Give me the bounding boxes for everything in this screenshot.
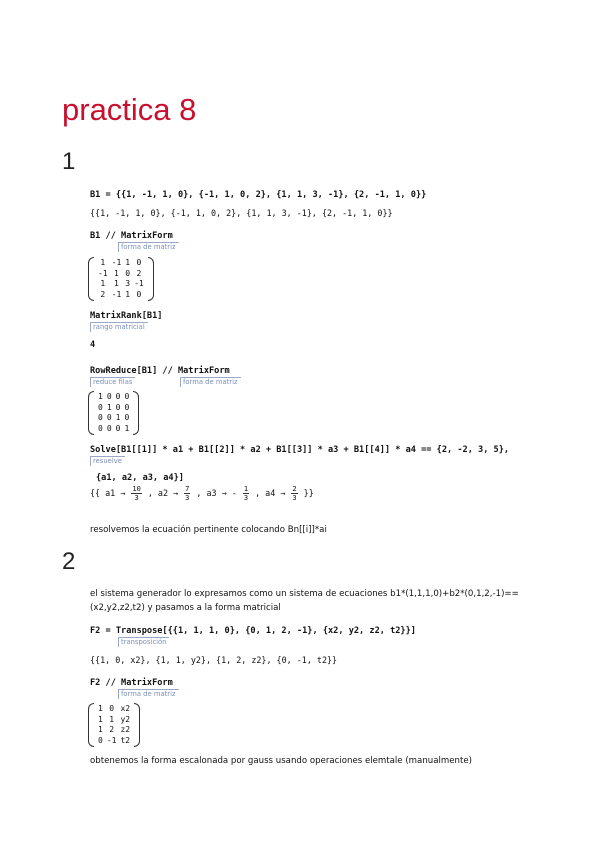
matrix-b1 [88, 257, 154, 301]
matrix-cell: 1 [106, 402, 112, 412]
input-b1-definition[interactable]: B1 = {{1, -1, 1, 0}, {-1, 1, 0, 2}, {1, 1, 3, -1}, {2, -1, 1, 0}} [90, 190, 427, 200]
note-section-1: resolvemos la ecuación pertinente colocando Bn[[i]]*ai [90, 525, 327, 535]
matrix-cell: 1 [109, 714, 115, 724]
hint-rank: rango matricial [90, 322, 148, 332]
sol-open: {{ [90, 488, 101, 498]
input-f2-transpose[interactable]: F2 = Transpose[{{1, 1, 1, 0}, {0, 1, 2, -1}, {x2, y2, z2, t2}}] [90, 626, 416, 636]
frac-num: 2 [292, 485, 297, 493]
matrix-cell: 0 [109, 704, 115, 713]
sol-a4: , a4 → [255, 488, 286, 498]
sol-a1: a1 → [105, 488, 126, 498]
matrix-cell: 0 [98, 735, 103, 745]
matrix-cell: z2 [120, 725, 131, 734]
page-title: practica 8 [62, 92, 197, 127]
sol-a3: , a3 → - [196, 488, 237, 498]
matrix-cell: 0 [125, 268, 131, 278]
section-2-heading: 2 [62, 548, 76, 575]
matrix-cell: x2 [120, 704, 131, 713]
matrix-cell: -1 [111, 258, 122, 267]
frac-num: 7 [185, 485, 190, 493]
matrix-cell: -1 [134, 279, 144, 288]
matrix-cell: t2 [120, 735, 131, 745]
right-paren [148, 257, 154, 301]
sol-a2: , a2 → [147, 488, 179, 498]
matrix-cell: 0 [124, 402, 130, 412]
matrix-f2-grid [94, 703, 134, 747]
note-section-2: obtenemos la forma escalonada por gauss usando operaciones elemtale (manualmente) [90, 756, 472, 766]
right-paren [134, 703, 140, 747]
output-f2-list: {{1, 0, x2}, {1, 1, y2}, {1, 2, z2}, {0, -1, t2}} [90, 655, 338, 665]
matrix-cell: 0 [115, 402, 121, 412]
matrix-cell: 0 [124, 392, 130, 401]
input-solve-line1[interactable]: Solve[B1[[1]] * a1 + B1[[2]] * a2 + B1[[3]] * a3 + B1[[4]] * a4 == {2, -2, 3, 5}, [90, 445, 510, 455]
matrix-cell: 1 [98, 714, 103, 724]
matrix-cell: 0 [98, 413, 103, 422]
matrix-cell: 1 [100, 258, 106, 267]
frac-den: 3 [243, 494, 249, 502]
matrix-cell: -1 [106, 735, 117, 745]
frac-a1 [131, 485, 141, 502]
matrix-cell: 2 [136, 268, 142, 278]
matrix-cell: 0 [136, 289, 142, 299]
sol-close: }} [303, 488, 314, 498]
frac-num: 1 [243, 485, 249, 493]
matrix-cell: 1 [114, 268, 119, 278]
section-1-heading: 1 [62, 148, 76, 175]
matrix-cell: 1 [100, 279, 106, 288]
hint-matrixform-2: forma de matriz [118, 689, 179, 699]
matrix-cell: -1 [98, 268, 108, 278]
output-rank: 4 [90, 340, 96, 350]
matrix-cell: 0 [136, 258, 142, 267]
frac-a2 [184, 485, 190, 502]
matrix-cell: 1 [115, 413, 121, 422]
frac-num: 10 [132, 485, 141, 493]
matrix-cell: 1 [98, 725, 103, 734]
prose-line-2: (x2,y2,z2,t2) y pasamos a la forma matricial [90, 603, 281, 613]
matrix-cell: 2 [100, 289, 106, 299]
matrix-cell: -1 [111, 289, 122, 299]
input-rowreduce[interactable]: RowReduce[B1] // MatrixForm [90, 366, 230, 376]
frac-a3 [243, 485, 249, 502]
matrix-cell: 0 [106, 423, 112, 433]
hint-matrixform: forma de matriz [118, 242, 179, 252]
matrix-cell: 3 [125, 279, 131, 288]
matrix-cell: 1 [125, 258, 131, 267]
input-b1-matrixform[interactable]: B1 // MatrixForm [90, 231, 173, 241]
hint-solve: resuelve [90, 456, 125, 466]
right-paren [133, 391, 139, 435]
matrix-cell: 2 [109, 725, 115, 734]
matrix-cell: 1 [98, 704, 103, 713]
matrix-cell: 0 [115, 423, 121, 433]
frac-den: 3 [292, 494, 297, 502]
matrix-cell: 0 [124, 413, 130, 422]
frac-den: 3 [134, 494, 139, 502]
frac-den: 3 [185, 494, 190, 502]
matrix-b1-grid [94, 257, 148, 301]
matrix-f2 [88, 703, 140, 747]
input-f2-matrixform[interactable]: F2 // MatrixForm [90, 678, 173, 688]
input-matrixrank[interactable]: MatrixRank[B1] [90, 311, 163, 321]
matrix-cell: 0 [115, 392, 121, 401]
matrix-cell: 0 [106, 392, 112, 401]
matrix-cell: 1 [98, 392, 103, 401]
matrix-cell: 0 [98, 402, 103, 412]
prose-line-1: el sistema generador lo expresamos como un sistema de ecuaciones b1*(1,1,1,0)+b2*(0,1,2,-1)== [90, 589, 519, 599]
matrix-rref-grid [94, 391, 133, 435]
matrix-cell: 1 [124, 423, 130, 433]
matrix-cell: 0 [98, 423, 103, 433]
matrix-rref [88, 391, 139, 435]
matrix-cell: 1 [125, 289, 131, 299]
hint-rowreduce-matrixform: forma de matriz [180, 377, 241, 387]
frac-a4 [291, 485, 297, 502]
input-solve-line2[interactable]: {a1, a2, a3, a4}] [96, 473, 184, 483]
matrix-cell: 1 [114, 279, 119, 288]
matrix-cell: y2 [120, 714, 131, 724]
matrix-cell: 0 [106, 413, 112, 422]
hint-transpose: transposición [118, 637, 169, 647]
hint-rowreduce: reduce filas [90, 377, 135, 387]
output-solution [90, 484, 314, 502]
output-b1-list: {{1, -1, 1, 0}, {-1, 1, 0, 2}, {1, 1, 3, -1}, {2, -1, 1, 0}} [90, 208, 393, 218]
